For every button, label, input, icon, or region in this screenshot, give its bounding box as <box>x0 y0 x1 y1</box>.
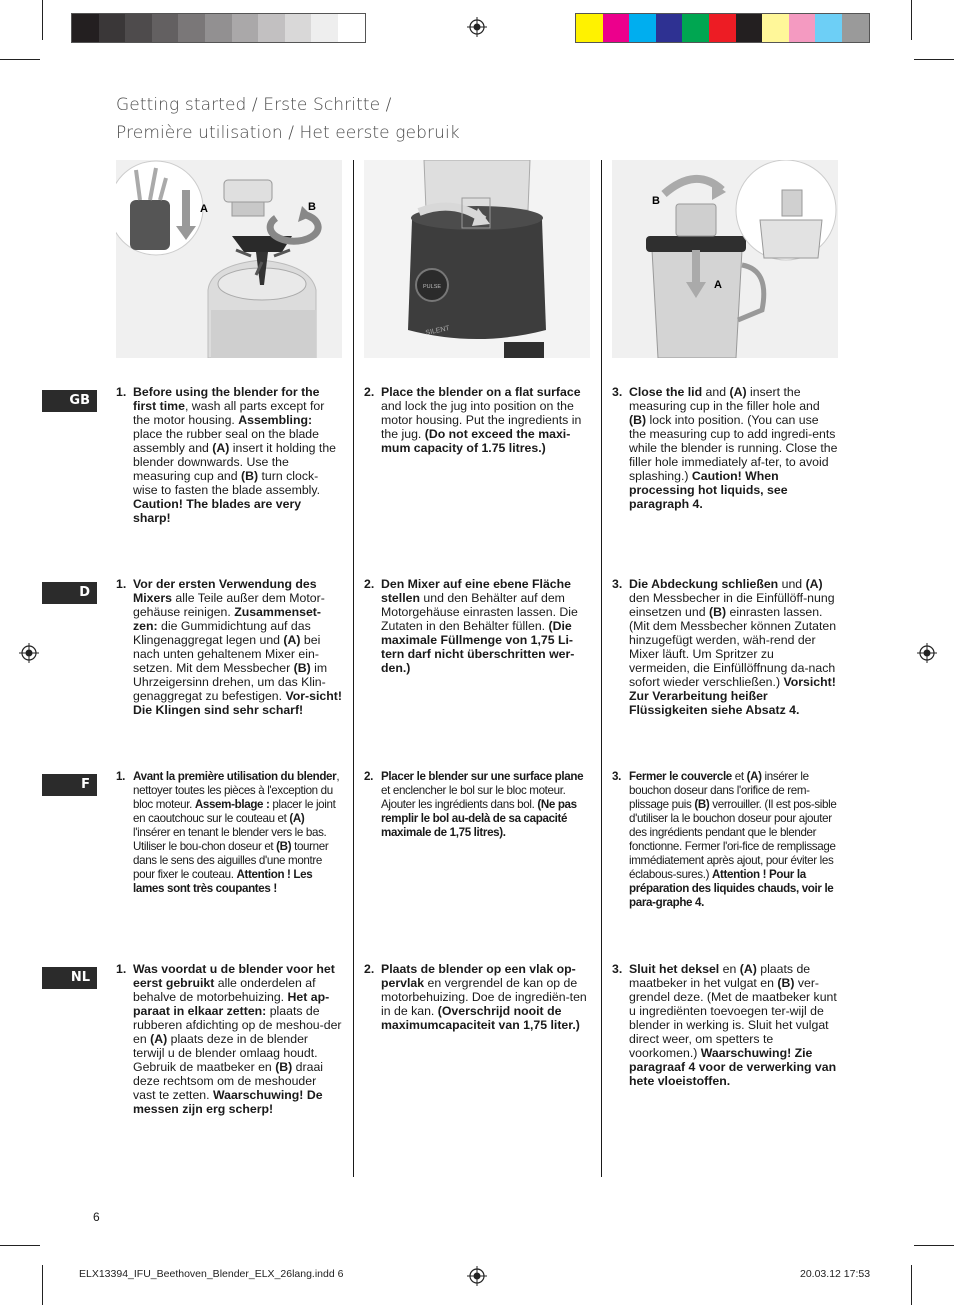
color-swatch <box>99 14 126 42</box>
nl-step-2: 2. Plaats de blender op een vlak op-pervlak en vergrendel de kan op de motorbehuizing. Doe de ingrediën-ten in de kan. (Overschrijd nooit de maximumcapaciteit van 1,75 liter.) <box>364 962 587 1032</box>
gb-step-2: 2. Place the blender on a flat surface and lock the jug into position on the motor housing. Put the ingredients in the jug. (Do not exceed the maxi-mum capacity of 1.75 litres.) <box>364 385 582 455</box>
color-swatch <box>736 14 763 42</box>
crop-mark <box>0 59 40 60</box>
lid-and-measuring-cup-illustration <box>612 160 838 358</box>
crop-mark <box>911 1265 912 1305</box>
language-tag-gb: GB <box>42 390 97 412</box>
footer-date: 20.03.12 17:53 <box>800 1268 871 1280</box>
color-swatch <box>762 14 789 42</box>
pulse-label: PULSE <box>423 284 442 290</box>
crop-mark <box>42 1265 43 1305</box>
process-color-bar <box>575 13 870 43</box>
color-swatch <box>178 14 205 42</box>
gb-step-3: 3. Close the lid and (A) insert the measuring cup in the filler hole and (B) lock into position. (You can use the measuring cup to add ingredi-ents while the blender is running. Close the filler hole immediately af-ter, to avoid splashing.) Caution! When processing hot liquids, see paragraph 4. <box>612 385 838 511</box>
label-b: B <box>652 195 660 207</box>
page-title-line-2: Première utilisation / Het eerste gebruik <box>116 123 460 143</box>
label-a: A <box>200 203 208 215</box>
column-divider <box>353 160 354 1177</box>
crop-mark <box>914 59 954 60</box>
color-swatch <box>656 14 683 42</box>
color-swatch <box>125 14 152 42</box>
registration-mark-icon <box>917 643 937 663</box>
nl-step-1: 1. Was voordat u de blender voor het eerst gebruikt alle onderdelen af behalve de motorbehuizing. Het ap-paraat in elkaar zetten: plaats de rubberen afdichting op de meshou-der en (A) plaats deze in de blender terwijl u de blender omlaag houdt. Gebruik de maatbeker en (B) draai deze rechtsom om de meshouder vast te zetten. Waarschuwing! De messen zijn erg scherp! <box>116 962 342 1116</box>
color-swatch <box>338 14 365 42</box>
d-step-1: 1. Vor der ersten Verwendung des Mixers alle Teile außer dem Motor-gehäuse reinigen. Zusammenset-zen: die Gummidichtung auf das Klingenaggregat legen und (A) bei nach unten gehaltenem Mixer ein-setzen. Mit dem Messbecher (B) im Uhrzeigersinn drehen, um das Klin-genaggregat zu befestigen. Vor-sicht! Die Klingen sind sehr scharf! <box>116 577 342 717</box>
registration-mark-icon <box>19 643 39 663</box>
color-swatch <box>311 14 338 42</box>
crop-mark <box>0 1245 40 1246</box>
gb-step-1: 1. Before using the blender for the first time, wash all parts except for the motor housing. Assembling: place the rubber seal on the blade assembly and (A) insert it holding the blender downwards. Use the measuring cup and (B) turn clock-wise to fasten the blade assembly. Caution! The blades are very sharp! <box>116 385 337 525</box>
page-number: 6 <box>93 1210 100 1224</box>
registration-mark-icon <box>467 17 487 37</box>
language-tag-d: D <box>42 582 97 604</box>
language-tag-nl: NL <box>42 967 97 989</box>
page-title-line-1: Getting started / Erste Schritte / <box>116 95 392 115</box>
color-swatch <box>576 14 603 42</box>
d-step-2: 2. Den Mixer auf eine ebene Fläche stellen und den Behälter auf dem Motorgehäuse einrasten lassen. Die Zutaten in den Behälter füllen. (Die maximale Füllmenge von 1,75 Li-tern darf nicht überschritten wer-den.) <box>364 577 578 675</box>
color-swatch <box>285 14 312 42</box>
crop-mark <box>914 1245 954 1246</box>
footer-filename: ELX13394_IFU_Beethoven_Blender_ELX_26lang.indd 6 <box>79 1268 344 1280</box>
registration-mark-icon <box>467 1266 487 1286</box>
d-step-3: 3. Die Abdeckung schließen und (A) den Messbecher in die Einfüllöff-nung einsetzen und (B) einrasten lassen. (Mit dem Messbecher können Zutaten hinzugefügt werden, wäh-rend der Mixer läuft. Um Spritzer zu vermeiden, die Einfüllöffnung da-nach sofort wieder verschließen.) Vorsicht! Zur Verarbeitung heißer Flüssigkeiten siehe Absatz 4. <box>612 577 837 717</box>
color-swatch <box>709 14 736 42</box>
color-swatch <box>258 14 285 42</box>
label-b: B <box>308 201 316 213</box>
color-swatch <box>842 14 869 42</box>
color-swatch <box>629 14 656 42</box>
color-swatch <box>815 14 842 42</box>
brand-label: SILENT <box>424 325 451 337</box>
grayscale-color-bar <box>71 13 366 43</box>
f-step-1: 1. Avant la première utilisation du blender, nettoyer toutes les pièces à l'exception du bloc moteur. Assem-blage : placer le joint en caoutchouc sur le couteau et (A) l'insérer en tenant le blender vers le bas. Utiliser le bou-chon doseur et (B) tourner dans le sens des aiguilles d'une montre pour fixer le couteau. Attention ! Les lames sont très coupantes ! <box>116 770 340 895</box>
language-tag-f: F <box>42 774 97 796</box>
label-a: A <box>714 279 722 291</box>
f-step-3: 3. Fermer le couvercle et (A) insérer le bouchon doseur dans l'orifice de rem-plissage puis (B) verrouiller. (Il est pos-sible d'utiliser la le bouchon doseur pour ajouter des ingrédients pendant que le blender fonctionne. Fermer l'ori-fice de remplissage immédiatement après ajout, pour éviter les éclabous-sures.) Attention ! Pour la préparation des liquides chauds, voir le para-graphe 4. <box>612 770 837 909</box>
color-swatch <box>682 14 709 42</box>
color-swatch <box>232 14 259 42</box>
color-swatch <box>205 14 232 42</box>
color-swatch <box>72 14 99 42</box>
blade-assembly-illustration <box>116 160 342 358</box>
nl-step-3: 3. Sluit het deksel en (A) plaats de maatbeker in het vulgat en (B) ver-grendel deze. (Met de maatbeker kunt u ingrediënten toevoegen ter-wijl de blender in werking is. Sluit het vulgat direct weer, om spetters te voorkomen.) Waarschuwing! Zie paragraaf 4 voor de verwerking van hete vloeistoffen. <box>612 962 837 1088</box>
blender-on-base-illustration <box>364 160 590 358</box>
f-step-2: 2. Placer le blender sur une surface plane et enclencher le bol sur le bloc moteur. Ajouter les ingrédients dans bol. (Ne pas remplir le bol au-delà de sa capacité maximale de 1,75 litres). <box>364 770 584 839</box>
crop-mark <box>42 0 43 40</box>
crop-mark <box>911 0 912 40</box>
color-swatch <box>152 14 179 42</box>
column-divider <box>601 160 602 1177</box>
color-swatch <box>603 14 630 42</box>
color-swatch <box>789 14 816 42</box>
